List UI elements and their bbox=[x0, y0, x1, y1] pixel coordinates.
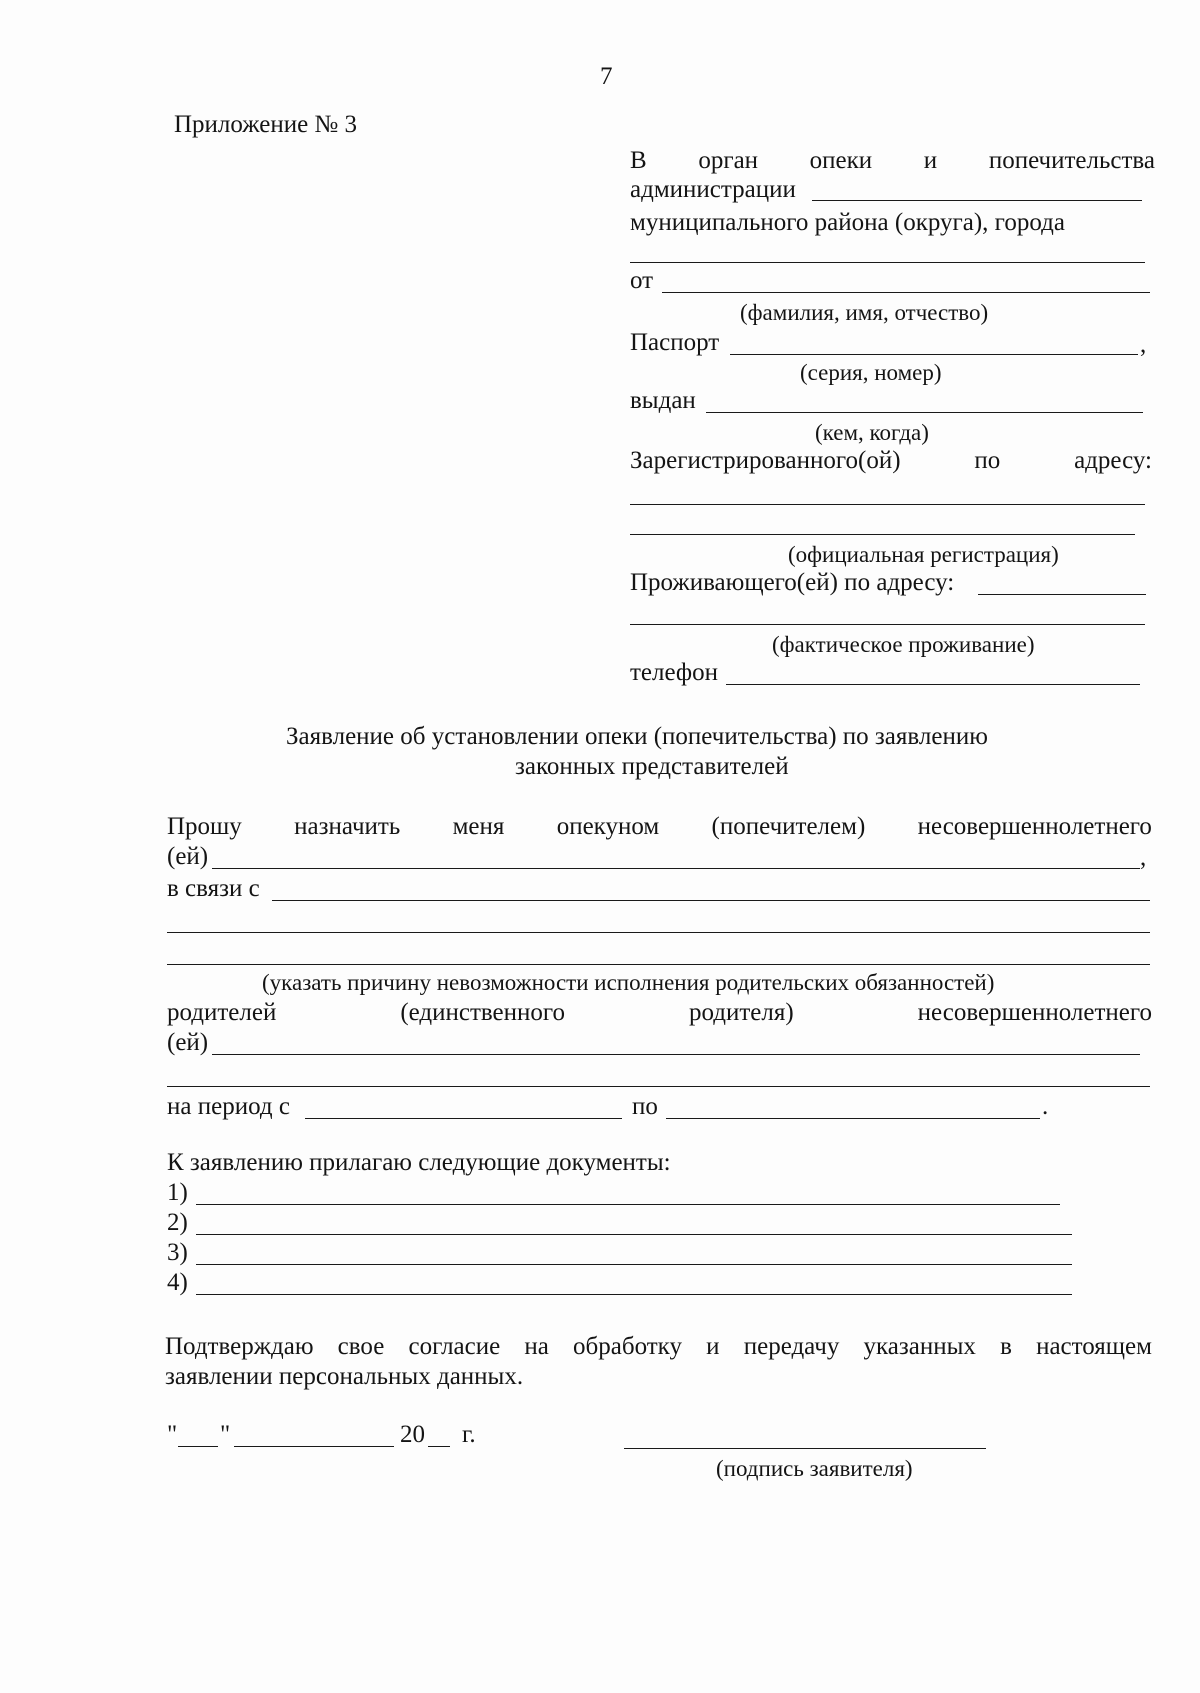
attachment-number: 2) bbox=[167, 1209, 188, 1236]
issued-field[interactable] bbox=[706, 412, 1143, 413]
attachments-intro: К заявлению прилагаю следующие документы: bbox=[167, 1149, 671, 1176]
consent-word: передачу bbox=[743, 1333, 840, 1360]
parents-word: родителя) bbox=[689, 999, 794, 1026]
date-year-suffix: г. bbox=[462, 1421, 476, 1448]
request-word: меня bbox=[452, 813, 505, 840]
registration-field-1[interactable] bbox=[630, 504, 1145, 505]
minor-suffix: (ей) bbox=[167, 843, 209, 870]
appendix-label: Приложение № 3 bbox=[174, 111, 358, 138]
residence-field-1[interactable] bbox=[978, 594, 1146, 595]
attachment-field-1[interactable] bbox=[196, 1204, 1060, 1205]
period-start-field[interactable] bbox=[305, 1118, 622, 1119]
administration-field[interactable] bbox=[812, 200, 1142, 201]
residence-caption: (фактическое проживание) bbox=[772, 632, 1035, 657]
phone-field[interactable] bbox=[726, 684, 1140, 685]
consent-word: и bbox=[706, 1333, 720, 1360]
request-word: Прошу bbox=[167, 813, 242, 840]
registered-line bbox=[630, 446, 1152, 476]
addressee-word: попечительства bbox=[988, 147, 1155, 174]
signature-field[interactable] bbox=[624, 1448, 986, 1449]
residence-field-2[interactable] bbox=[630, 624, 1145, 625]
parents-line bbox=[167, 998, 1152, 1028]
registration-field-2[interactable] bbox=[630, 534, 1135, 535]
page-number: 7 bbox=[600, 63, 613, 90]
attachment-number: 3) bbox=[167, 1239, 188, 1266]
registered-word: адресу: bbox=[1074, 447, 1152, 474]
fio-caption: (фамилия, имя, отчество) bbox=[740, 300, 989, 325]
issued-caption: (кем, когда) bbox=[815, 420, 929, 445]
from-label: от bbox=[630, 267, 654, 294]
city-field[interactable] bbox=[630, 262, 1145, 263]
reason-field-3[interactable] bbox=[167, 964, 1150, 965]
administration-label: администрации bbox=[630, 176, 796, 203]
addressee-line bbox=[630, 146, 1155, 176]
registered-word: Зарегистрированного(ой) bbox=[630, 447, 901, 474]
request-word: опекуном bbox=[556, 813, 660, 840]
issued-label: выдан bbox=[630, 387, 696, 414]
attachment-field-4[interactable] bbox=[196, 1294, 1072, 1295]
consent-word: настоящем bbox=[1036, 1333, 1152, 1360]
addressee-word: опеки bbox=[809, 147, 873, 174]
date-quote-close: " bbox=[220, 1421, 231, 1448]
period-from-label: на период с bbox=[167, 1093, 290, 1120]
signature-caption: (подпись заявителя) bbox=[716, 1456, 913, 1481]
consent-word: обработку bbox=[573, 1333, 682, 1360]
parents-field-1[interactable] bbox=[212, 1054, 1140, 1055]
consent-word: согласие bbox=[408, 1333, 501, 1360]
consent-line-1 bbox=[165, 1332, 1152, 1362]
addressee-word: орган bbox=[698, 147, 759, 174]
consent-word: указанных bbox=[863, 1333, 976, 1360]
consent-word: на bbox=[524, 1333, 549, 1360]
registration-caption: (официальная регистрация) bbox=[788, 542, 1059, 567]
attachment-number: 4) bbox=[167, 1269, 188, 1296]
date-month-field[interactable] bbox=[234, 1446, 394, 1447]
in-connection-label: в связи с bbox=[167, 875, 260, 902]
minor-comma: , bbox=[1140, 844, 1147, 871]
period-end-dot: . bbox=[1042, 1093, 1049, 1120]
attachment-field-2[interactable] bbox=[196, 1234, 1072, 1235]
title-line-1: Заявление об установлении опеки (попечительства) по заявлению bbox=[286, 723, 988, 750]
request-line bbox=[167, 812, 1152, 842]
passport-field[interactable] bbox=[730, 354, 1138, 355]
consent-word: Подтверждаю bbox=[165, 1333, 314, 1360]
minor-name-field[interactable] bbox=[212, 868, 1140, 869]
residing-label: Проживающего(ей) по адресу: bbox=[630, 569, 955, 596]
reason-caption: (указать причину невозможности исполнения родительских обязанностей) bbox=[262, 970, 995, 995]
attachment-number: 1) bbox=[167, 1179, 188, 1206]
addressee-word: В bbox=[630, 147, 647, 174]
consent-word: в bbox=[1000, 1333, 1012, 1360]
phone-label: телефон bbox=[630, 659, 718, 686]
period-end-field[interactable] bbox=[666, 1118, 1040, 1119]
date-day-field[interactable] bbox=[178, 1446, 218, 1447]
date-year-prefix: 20 bbox=[400, 1421, 425, 1448]
minor-suffix-2: (ей) bbox=[167, 1029, 209, 1056]
parents-field-2[interactable] bbox=[167, 1086, 1150, 1087]
passport-label: Паспорт bbox=[630, 329, 720, 356]
date-quote-open: " bbox=[167, 1421, 178, 1448]
request-word: (попечителем) bbox=[711, 813, 866, 840]
parents-word: несовершеннолетнего bbox=[917, 999, 1152, 1026]
passport-comma: , bbox=[1140, 331, 1147, 358]
request-word: несовершеннолетнего bbox=[917, 813, 1152, 840]
passport-caption: (серия, номер) bbox=[800, 360, 942, 385]
parents-word: (единственного bbox=[400, 999, 566, 1026]
parents-word: родителей bbox=[167, 999, 277, 1026]
consent-word: свое bbox=[337, 1333, 385, 1360]
attachment-field-3[interactable] bbox=[196, 1264, 1072, 1265]
addressee-word: и bbox=[923, 147, 938, 174]
date-year-field[interactable] bbox=[428, 1446, 450, 1447]
municipality-label: муниципального района (округа), города bbox=[630, 209, 1065, 236]
consent-line-2: заявлении персональных данных. bbox=[165, 1363, 524, 1390]
period-to-label: по bbox=[632, 1093, 658, 1120]
registered-word: по bbox=[974, 447, 1001, 474]
applicant-name-field[interactable] bbox=[662, 292, 1150, 293]
title-line-2: законных представителей bbox=[515, 753, 789, 780]
reason-field-1[interactable] bbox=[272, 900, 1150, 901]
request-word: назначить bbox=[294, 813, 401, 840]
reason-field-2[interactable] bbox=[167, 932, 1150, 933]
